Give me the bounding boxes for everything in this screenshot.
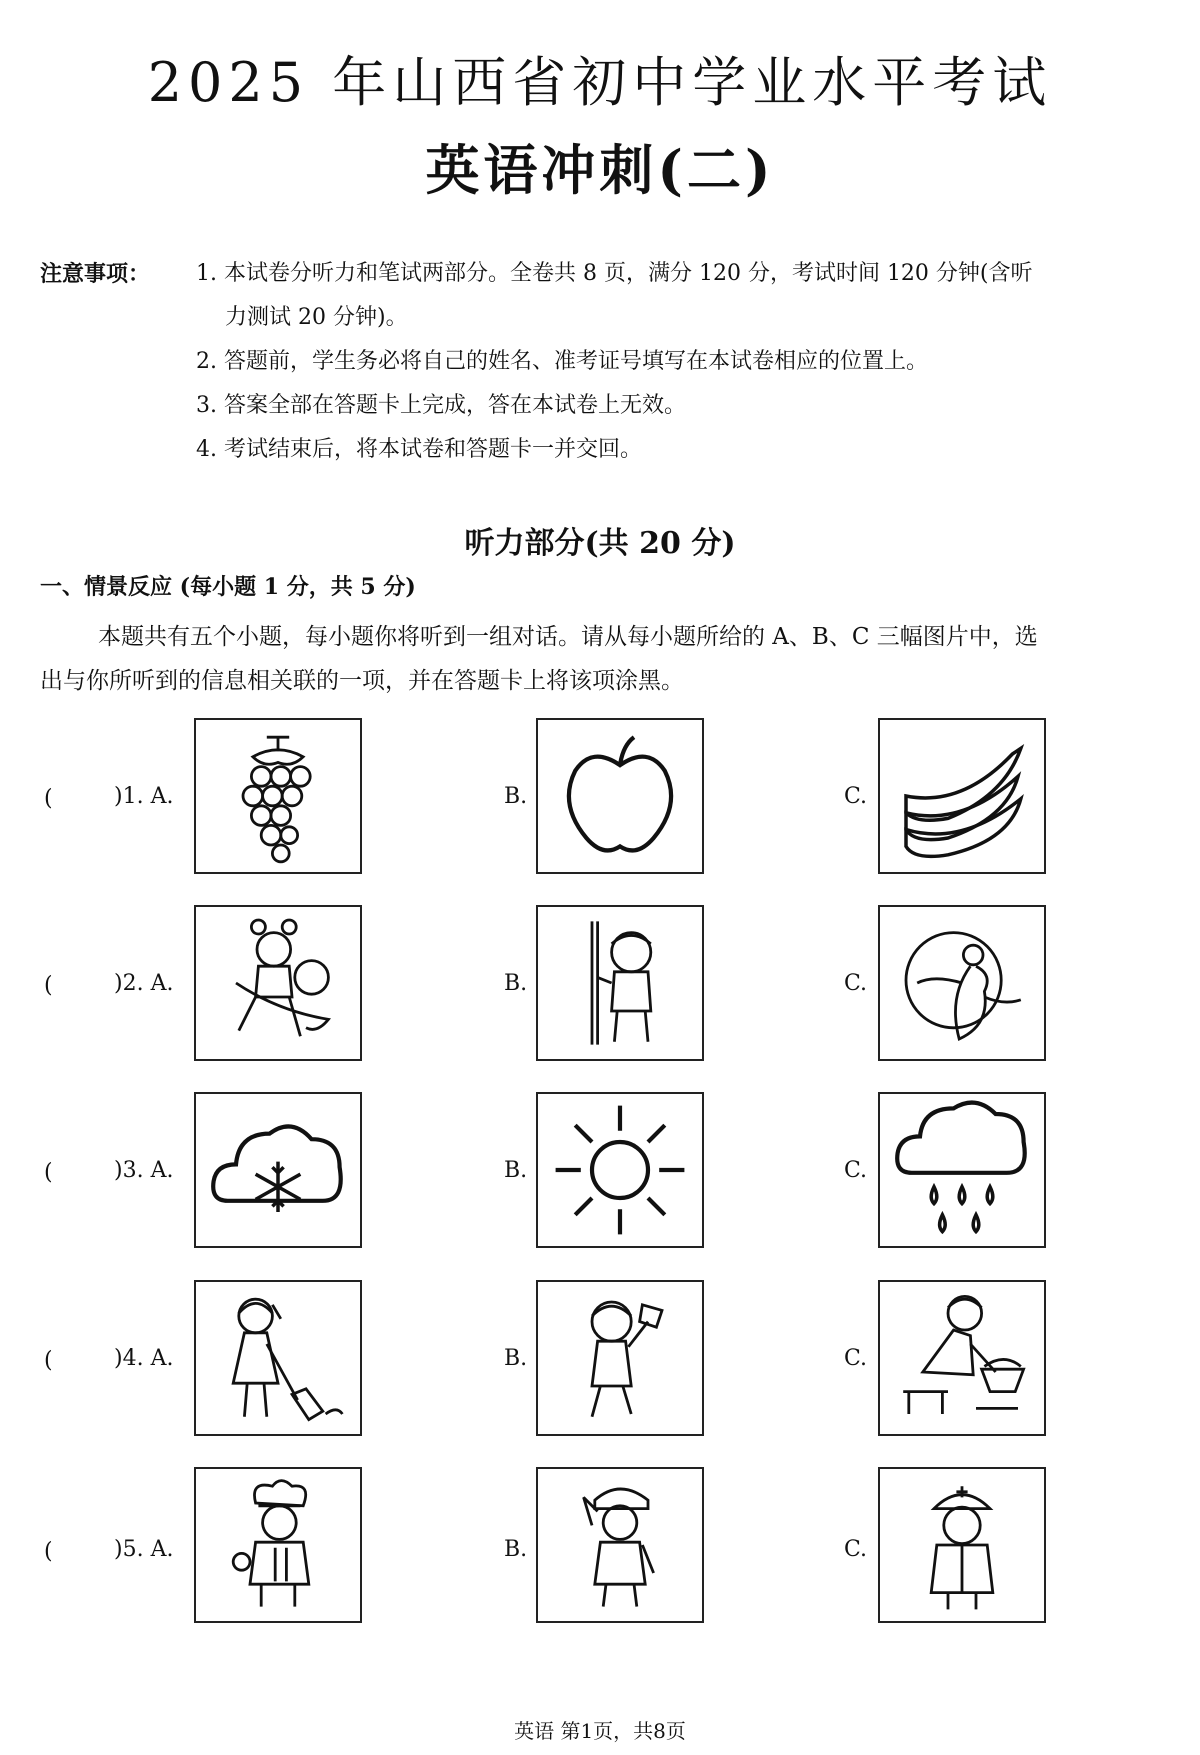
doctor-icon[interactable] bbox=[878, 1467, 1046, 1623]
sun-icon[interactable] bbox=[536, 1092, 704, 1248]
question-number: )3. A. bbox=[114, 1158, 174, 1183]
question-number: )1. A. bbox=[114, 784, 174, 809]
option-c-label: C. bbox=[844, 1158, 868, 1183]
option-c-label: C. bbox=[844, 1537, 868, 1562]
question-5 bbox=[0, 1467, 1200, 1627]
instructions bbox=[40, 615, 1160, 703]
note-item-2: 2. 答题前，学生务必将自己的姓名、准考证号填写在本试卷相应的位置上。 bbox=[196, 349, 928, 374]
notes-label: 注意事项： bbox=[40, 261, 151, 287]
rain-cloud-icon[interactable] bbox=[878, 1092, 1046, 1248]
option-b-label: B. bbox=[504, 1158, 528, 1183]
monkey-king-icon[interactable] bbox=[536, 905, 704, 1061]
exam-subtitle: 英语冲刺(二) bbox=[425, 138, 775, 202]
note-item-3: 3. 答案全部在答题卡上完成，答在本试卷上无效。 bbox=[196, 393, 686, 418]
option-b-label: B. bbox=[504, 1346, 528, 1371]
option-c-label: C. bbox=[844, 971, 868, 996]
question-4 bbox=[0, 1280, 1200, 1440]
section-title: 听力部分(共 20 分) bbox=[464, 526, 736, 561]
answer-paren[interactable]: ( bbox=[44, 1160, 53, 1185]
part-title: 一、情景反应 (每小题 1 分，共 5 分) bbox=[40, 574, 416, 600]
snow-cloud-icon[interactable] bbox=[194, 1092, 362, 1248]
answer-paren[interactable]: ( bbox=[44, 1539, 53, 1564]
question-number: )4. A. bbox=[114, 1346, 174, 1371]
answer-paren[interactable]: ( bbox=[44, 973, 53, 998]
girl-washing-clothes-icon[interactable] bbox=[878, 1280, 1046, 1436]
page-footer: 英语 第1页，共8页 bbox=[514, 1719, 686, 1743]
girl-sweeping-icon[interactable] bbox=[194, 1280, 362, 1436]
police-officer-icon[interactable] bbox=[536, 1467, 704, 1623]
note-item-1-cont: 力测试 20 分钟)。 bbox=[225, 305, 408, 330]
answer-paren[interactable]: ( bbox=[44, 1348, 53, 1373]
note-item-4: 4. 考试结束后，将本试卷和答题卡一并交回。 bbox=[196, 437, 642, 462]
question-2 bbox=[0, 905, 1200, 1065]
option-b-label: B. bbox=[504, 971, 528, 996]
instructions-line-1: 本题共有五个小题，每小题你将听到一组对话。请从每小题所给的 A、B、C 三幅图片中，选 bbox=[98, 624, 1038, 650]
bananas-icon[interactable] bbox=[878, 718, 1046, 874]
question-3 bbox=[0, 1092, 1200, 1252]
question-number: )5. A. bbox=[114, 1537, 174, 1562]
chef-icon[interactable] bbox=[194, 1467, 362, 1623]
option-c-label: C. bbox=[844, 784, 868, 809]
apple-icon[interactable] bbox=[536, 718, 704, 874]
grapes-icon[interactable] bbox=[194, 718, 362, 874]
girl-cleaning-window-icon[interactable] bbox=[536, 1280, 704, 1436]
option-c-label: C. bbox=[844, 1346, 868, 1371]
note-item-1: 1. 本试卷分听力和笔试两部分。全卷共 8 页，满分 120 分，考试时间 120 分钟(含听 bbox=[196, 261, 1033, 286]
question-number: )2. A. bbox=[114, 971, 174, 996]
exam-title: 2025 年山西省初中学业水平考试 bbox=[147, 51, 1053, 114]
change-moon-icon[interactable] bbox=[878, 905, 1046, 1061]
instructions-line-2: 出与你所听到的信息相关联的一项，并在答题卡上将该项涂黑。 bbox=[40, 668, 684, 694]
option-b-label: B. bbox=[504, 1537, 528, 1562]
notes-block bbox=[40, 252, 1160, 472]
option-b-label: B. bbox=[504, 784, 528, 809]
question-1 bbox=[0, 718, 1200, 878]
nezha-icon[interactable] bbox=[194, 905, 362, 1061]
answer-paren[interactable]: ( bbox=[44, 786, 53, 811]
